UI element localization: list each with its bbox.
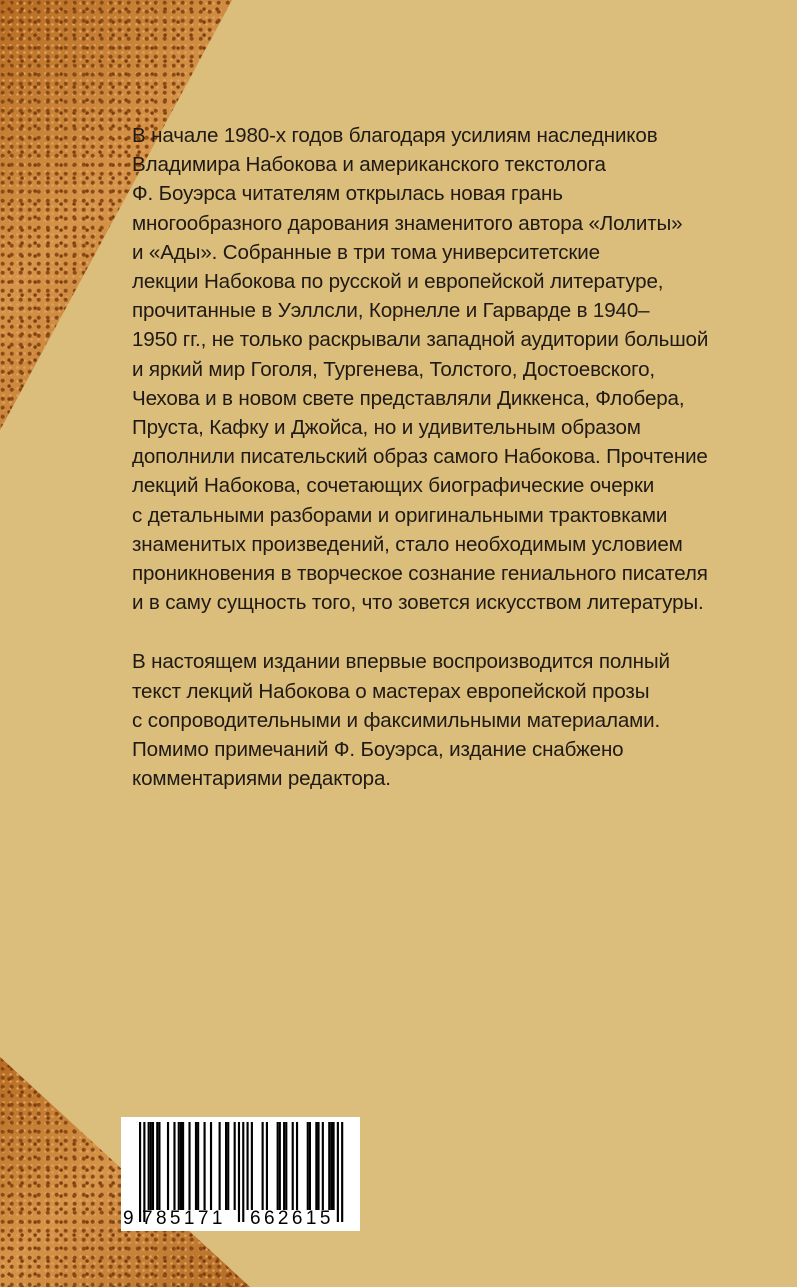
barcode-bar — [330, 1122, 332, 1210]
barcode-bar — [292, 1122, 294, 1210]
text-line: лекций Набокова, сочетающих биографические очерки — [132, 474, 655, 498]
barcode-bar — [139, 1122, 141, 1222]
barcode-bar — [251, 1122, 253, 1210]
barcode-bar — [317, 1122, 319, 1210]
barcode-bar — [143, 1122, 145, 1222]
isbn-barcode — [121, 1117, 360, 1231]
barcode-bar — [188, 1122, 190, 1210]
text-line: и «Ады». Собранные в три тома университетские — [132, 240, 600, 264]
blurb-paragraph-1 — [132, 121, 772, 617]
text-line: и в саму сущность того, что зовется искусством литературы. — [132, 591, 704, 615]
barcode-lead-digit: 9 — [123, 1208, 134, 1229]
barcode-bar — [341, 1122, 343, 1222]
barcode-bar — [182, 1122, 184, 1210]
barcode-bar — [279, 1122, 281, 1210]
barcode-bar — [152, 1122, 154, 1210]
barcode-bar — [337, 1122, 339, 1222]
text-line: Ф. Боуэрса читателям открылась новая грань — [132, 182, 563, 206]
barcode-bar — [242, 1122, 244, 1222]
barcode-bar — [315, 1122, 317, 1210]
barcode-bar — [180, 1122, 182, 1210]
barcode-bar — [178, 1122, 180, 1210]
text-line: дополнили писательский образ самого Набокова. Прочтение — [132, 445, 708, 469]
barcode-bar — [262, 1122, 264, 1210]
text-line: Чехова и в новом свете представляли Диккенса, Флобера, — [132, 386, 685, 410]
barcode-right-digits: 662615 — [250, 1208, 334, 1229]
barcode-bar — [238, 1122, 240, 1222]
text-line: текст лекций Набокова о мастерах европейской прозы — [132, 679, 650, 703]
barcode-bar — [210, 1122, 212, 1210]
barcode-bar — [225, 1122, 227, 1210]
barcode-bar — [219, 1122, 221, 1210]
barcode-bar — [333, 1122, 335, 1210]
text-line: Помимо примечаний Ф. Боуэрса, издание снабжено — [132, 738, 624, 762]
barcode-bar — [150, 1122, 152, 1210]
text-line: комментариями редактора. — [132, 767, 391, 791]
barcode-bar — [328, 1122, 330, 1210]
text-line: 1950 гг., не только раскрывали западной аудитории большой — [132, 328, 709, 352]
barcode-bar — [296, 1122, 298, 1210]
barcode-left-digits: 785171 — [142, 1208, 226, 1229]
barcode-bar — [158, 1122, 160, 1210]
barcode-bar — [266, 1122, 268, 1210]
text-line: прочитанные в Уэллсли, Корнелле и Гарварде в 1940– — [132, 299, 650, 323]
text-line: с сопроводительными и факсимильными материалами. — [132, 708, 661, 732]
text-line: В настоящем издании впервые воспроизводится полный — [132, 650, 670, 674]
barcode-bar — [307, 1122, 309, 1210]
barcode-bar — [283, 1122, 285, 1210]
barcode-bar — [156, 1122, 158, 1210]
barcode-bar — [227, 1122, 229, 1210]
barcode-bar — [167, 1122, 169, 1210]
barcode-bar — [195, 1122, 197, 1210]
barcode-bar — [148, 1122, 150, 1210]
text-line: знаменитых произведений, стало необходимым условием — [132, 532, 683, 556]
text-line: лекции Набокова по русской и европейской литературе, — [132, 270, 664, 294]
text-line: с детальными разборами и оригинальными трактовками — [132, 503, 668, 527]
barcode-digits — [121, 1208, 360, 1230]
barcode-bar — [173, 1122, 175, 1210]
barcode-bar — [322, 1122, 324, 1210]
blurb-text — [132, 121, 772, 823]
barcode-bar — [197, 1122, 199, 1210]
barcode-bar — [234, 1122, 236, 1210]
blurb-paragraph-2 — [132, 647, 772, 793]
text-line: В начале 1980-х годов благодаря усилиям наследников — [132, 124, 658, 147]
text-line: проникновения в творческое сознание гениального писателя — [132, 562, 708, 586]
barcode-bar — [309, 1122, 311, 1210]
text-line: Пруста, Кафку и Джойса, но и удивительным образом — [132, 416, 641, 440]
barcode-bar — [247, 1122, 249, 1210]
barcode-bar — [277, 1122, 279, 1210]
barcode-bar — [285, 1122, 287, 1210]
text-line: и яркий мир Гоголя, Тургенева, Толстого, Достоевского, — [132, 357, 655, 381]
text-line: многообразного дарования знаменитого автора «Лолиты» — [132, 211, 683, 235]
barcode-bar — [204, 1122, 206, 1210]
text-line: Владимира Набокова и американского текстолога — [132, 153, 606, 177]
